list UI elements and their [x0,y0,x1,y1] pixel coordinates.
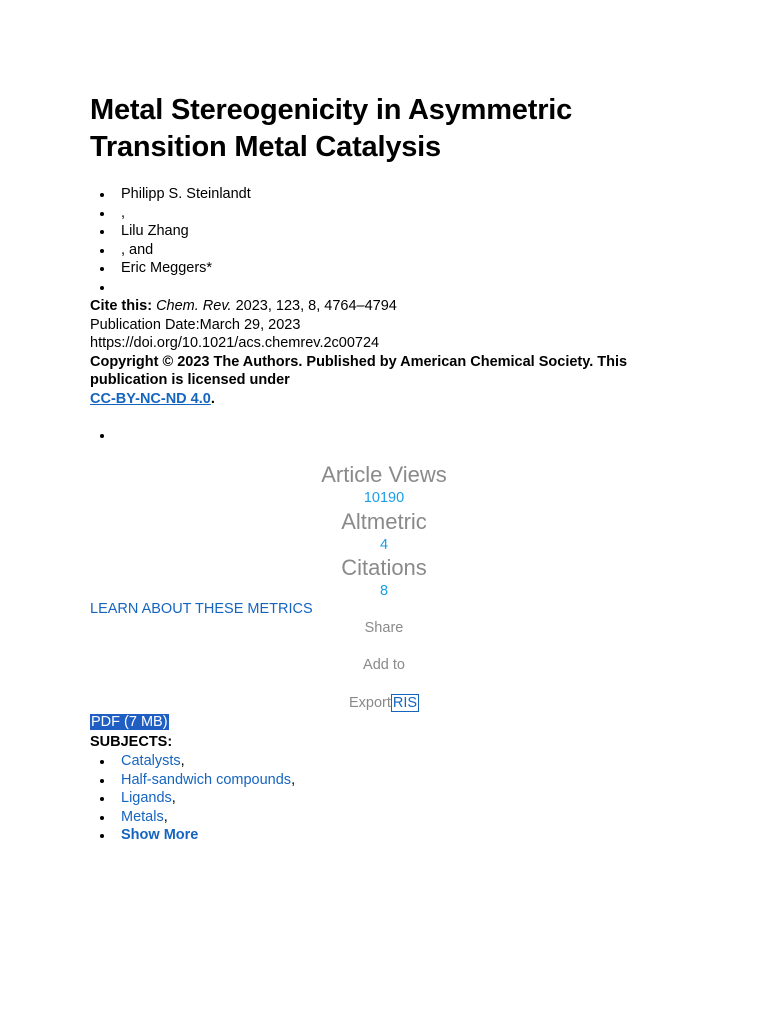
author-separator [90,278,251,297]
author-item[interactable] [90,222,251,241]
subject-link[interactable]: Ligands [121,790,172,807]
cite-label: Cite this: [90,298,153,314]
altmetric-label: Altmetric [341,509,427,534]
learn-metrics-link[interactable]: LEARN ABOUT THESE METRICS [90,601,313,617]
author-separator: , [90,204,251,223]
subject-item: Catalysts, [90,752,295,771]
empty-list-item [90,426,125,442]
subject-item [90,826,295,845]
export-label: Export [348,695,391,711]
author-name[interactable]: Eric Meggers* [121,260,213,277]
doi-link[interactable]: https://doi.org/10.1021/acs.chemrev.2c00724 [90,335,380,352]
article-views-metric [0,461,768,507]
citations-label: Citations [341,555,427,580]
cite-journal: Chem. Rev. [156,298,232,314]
article-views-value[interactable]: 10190 [363,490,405,506]
publication-date [90,316,650,335]
empty-list [90,426,125,442]
citations-value[interactable]: 8 [379,583,389,599]
subjects-label: SUBJECTS: [90,734,173,750]
subject-link[interactable]: Catalysts [121,753,181,769]
author-list [90,185,251,297]
pdf-download-button[interactable]: PDF (7 MB) [91,714,168,730]
citations-metric [0,554,768,600]
export-ris-button[interactable]: RIS [392,695,418,711]
citation-block [90,297,650,409]
author-separator: , and [90,241,251,260]
license-link[interactable]: CC-BY-NC-ND 4.0 [90,390,211,407]
author-item[interactable] [90,259,251,278]
subject-item: Metals, [90,808,295,827]
subject-item: Ligands, [90,789,295,808]
copyright-text: Copyright © 2023 The Authors. Published by American Chemical Society. This publication is licensed under [90,353,628,389]
article-views-label: Article Views [321,462,447,487]
author-name[interactable]: Lilu Zhang [121,223,189,240]
subjects-list [90,752,295,845]
show-more-link[interactable]: Show More [121,827,199,844]
pub-date-label: Publication Date: [90,316,200,333]
add-to-button[interactable]: Add to [363,657,405,673]
subject-link[interactable]: Half-sandwich compounds [121,771,292,788]
license-period: . [210,390,215,407]
pub-date-value: March 29, 2023 [199,316,301,333]
altmetric-value[interactable]: 4 [379,537,389,553]
altmetric-metric [0,508,768,554]
article-title: Metal Stereogenicity in Asymmetric Transition Metal Catalysis [90,94,573,163]
export-group [0,695,768,711]
author-item[interactable] [90,185,251,204]
cite-details: 2023, 123, 8, 4764–4794 [231,298,397,314]
subject-item: Half-sandwich compounds, [90,771,295,790]
author-name[interactable]: Philipp S. Steinlandt [121,186,251,202]
cite-this [90,297,650,316]
subject-link[interactable]: Metals [121,808,164,825]
share-button[interactable]: Share [364,620,404,636]
